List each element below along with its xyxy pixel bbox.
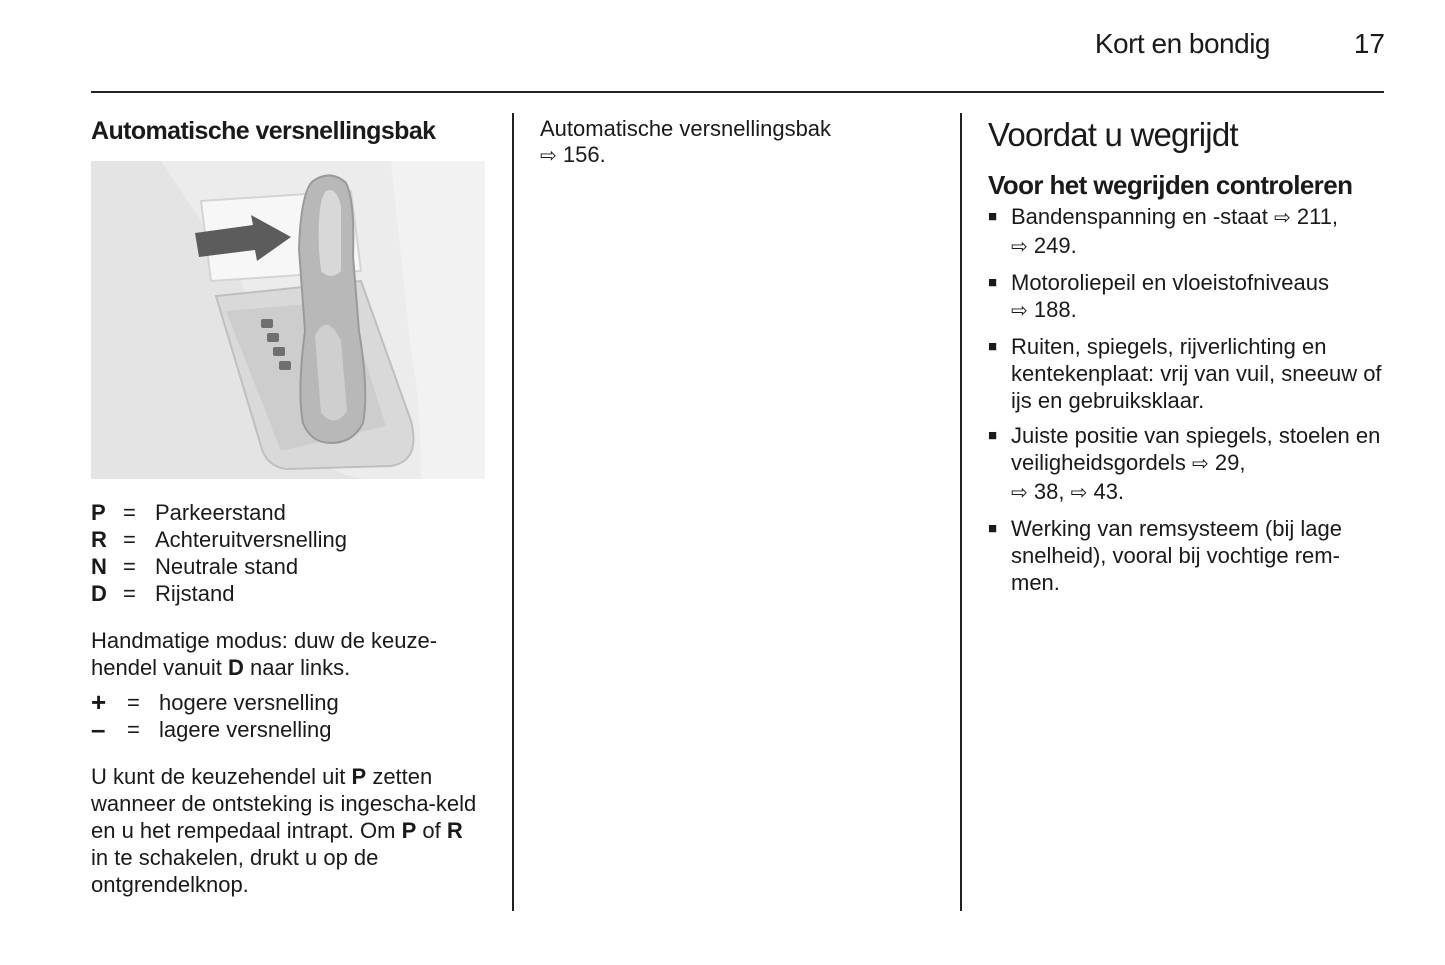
legend-eq: = [127,690,140,715]
legend-row-r [91,526,486,553]
bullet-icon: ■ [988,427,998,444]
minus-icon: – [91,714,106,744]
middle-column [540,114,940,169]
list-item: ■ Juiste positie van spiegels, stoelen en veiligheidsgordels ⇨ 29, ⇨ 38, ⇨ 43. [988,422,1388,507]
header-rule [91,91,1384,93]
legend-key: N [91,554,107,579]
gear-label: lagere versnelling [159,717,332,742]
page-ref-arrow-icon: ⇨ [1273,207,1291,229]
page-ref-arrow-icon: ⇨ [1070,482,1088,504]
legend-label: Rijstand [155,581,235,606]
gear-row-down [91,716,486,743]
legend-row-d [91,580,486,607]
column-divider-left [512,113,514,911]
legend-eq: = [123,581,136,606]
legend-eq: = [123,527,136,552]
page-ref[interactable]: 29, [1208,450,1246,475]
page-ref-arrow-icon: ⇨ [540,145,557,167]
legend-label: Neutrale stand [155,554,299,579]
bullet-icon: ■ [988,520,998,537]
cross-reference: Automatische versnellingsbak ⇨ 156. [540,116,832,167]
manual-mode-text: Handmatige modus: duw de keuze- hendel vanuit D naar links. [91,628,438,680]
list-item: ■ Werking van remsysteem (bij lage snelheid), vooral bij vochtige rem-men. [988,516,1342,595]
gear-shift-legend [91,689,486,743]
sub-heading: Voor het wegrijden controleren [988,170,1353,200]
legend-eq: = [123,554,136,579]
legend-label: Achteruitversnelling [155,527,347,552]
header-title: Kort en bondig [1094,28,1270,59]
legend-label: Parkeerstand [155,500,286,525]
gear-lever-illustration [91,161,485,479]
page-ref[interactable]: 188. [1027,297,1077,322]
page-ref[interactable]: 249. [1027,233,1077,258]
page-ref-arrow-icon: ⇨ [1011,300,1028,322]
list-item: ■ Ruiten, spiegels, rijverlichting en kentekenplaat: vrij van vuil, sneeuw of ijs en gebruiksklaar. [988,334,1382,413]
gear-legend [91,499,486,607]
right-column [988,114,1388,604]
page-ref[interactable]: 156. [556,142,606,167]
page-ref-arrow-icon: ⇨ [1011,482,1028,504]
page-ref-arrow-icon: ⇨ [1011,236,1028,258]
legend-row-n [91,553,486,580]
main-heading: Voordat u wegrijdt [988,116,1238,153]
page-ref[interactable]: 43. [1087,479,1125,504]
bullet-icon: ■ [988,274,998,291]
list-item: ■ Motoroliepeil en vloeistofniveaus ⇨ 188. [988,269,1388,325]
page-ref[interactable]: 38, [1027,479,1071,504]
plus-icon: + [91,687,107,717]
column-divider-right [960,113,962,911]
page-number: 17 [1353,28,1385,59]
legend-key: R [91,527,107,552]
gear-label: hogere versnelling [159,690,339,715]
section-title: Automatische versnellingsbak [91,117,436,145]
bullet-icon: ■ [988,208,998,225]
legend-row-p [91,499,486,526]
bullet-icon: ■ [988,338,998,355]
legend-key: D [91,581,107,606]
page-ref-arrow-icon: ⇨ [1192,453,1209,475]
left-column [91,114,486,898]
page-ref[interactable]: 211, [1290,204,1339,229]
gear-row-up [91,689,486,716]
release-text: U kunt de keuzehendel uit P zetten wanneer de ontsteking is ingescha-keld en u het rempedaal intrapt. Om P of R in te schakelen, drukt u op de ontgrendelknop. [91,764,477,897]
list-item: ■ Bandenspanning en -staat ⇨ 211, ⇨ 249. [988,203,1388,261]
legend-eq: = [127,717,140,742]
legend-eq: = [123,500,136,525]
legend-key: P [91,500,106,525]
